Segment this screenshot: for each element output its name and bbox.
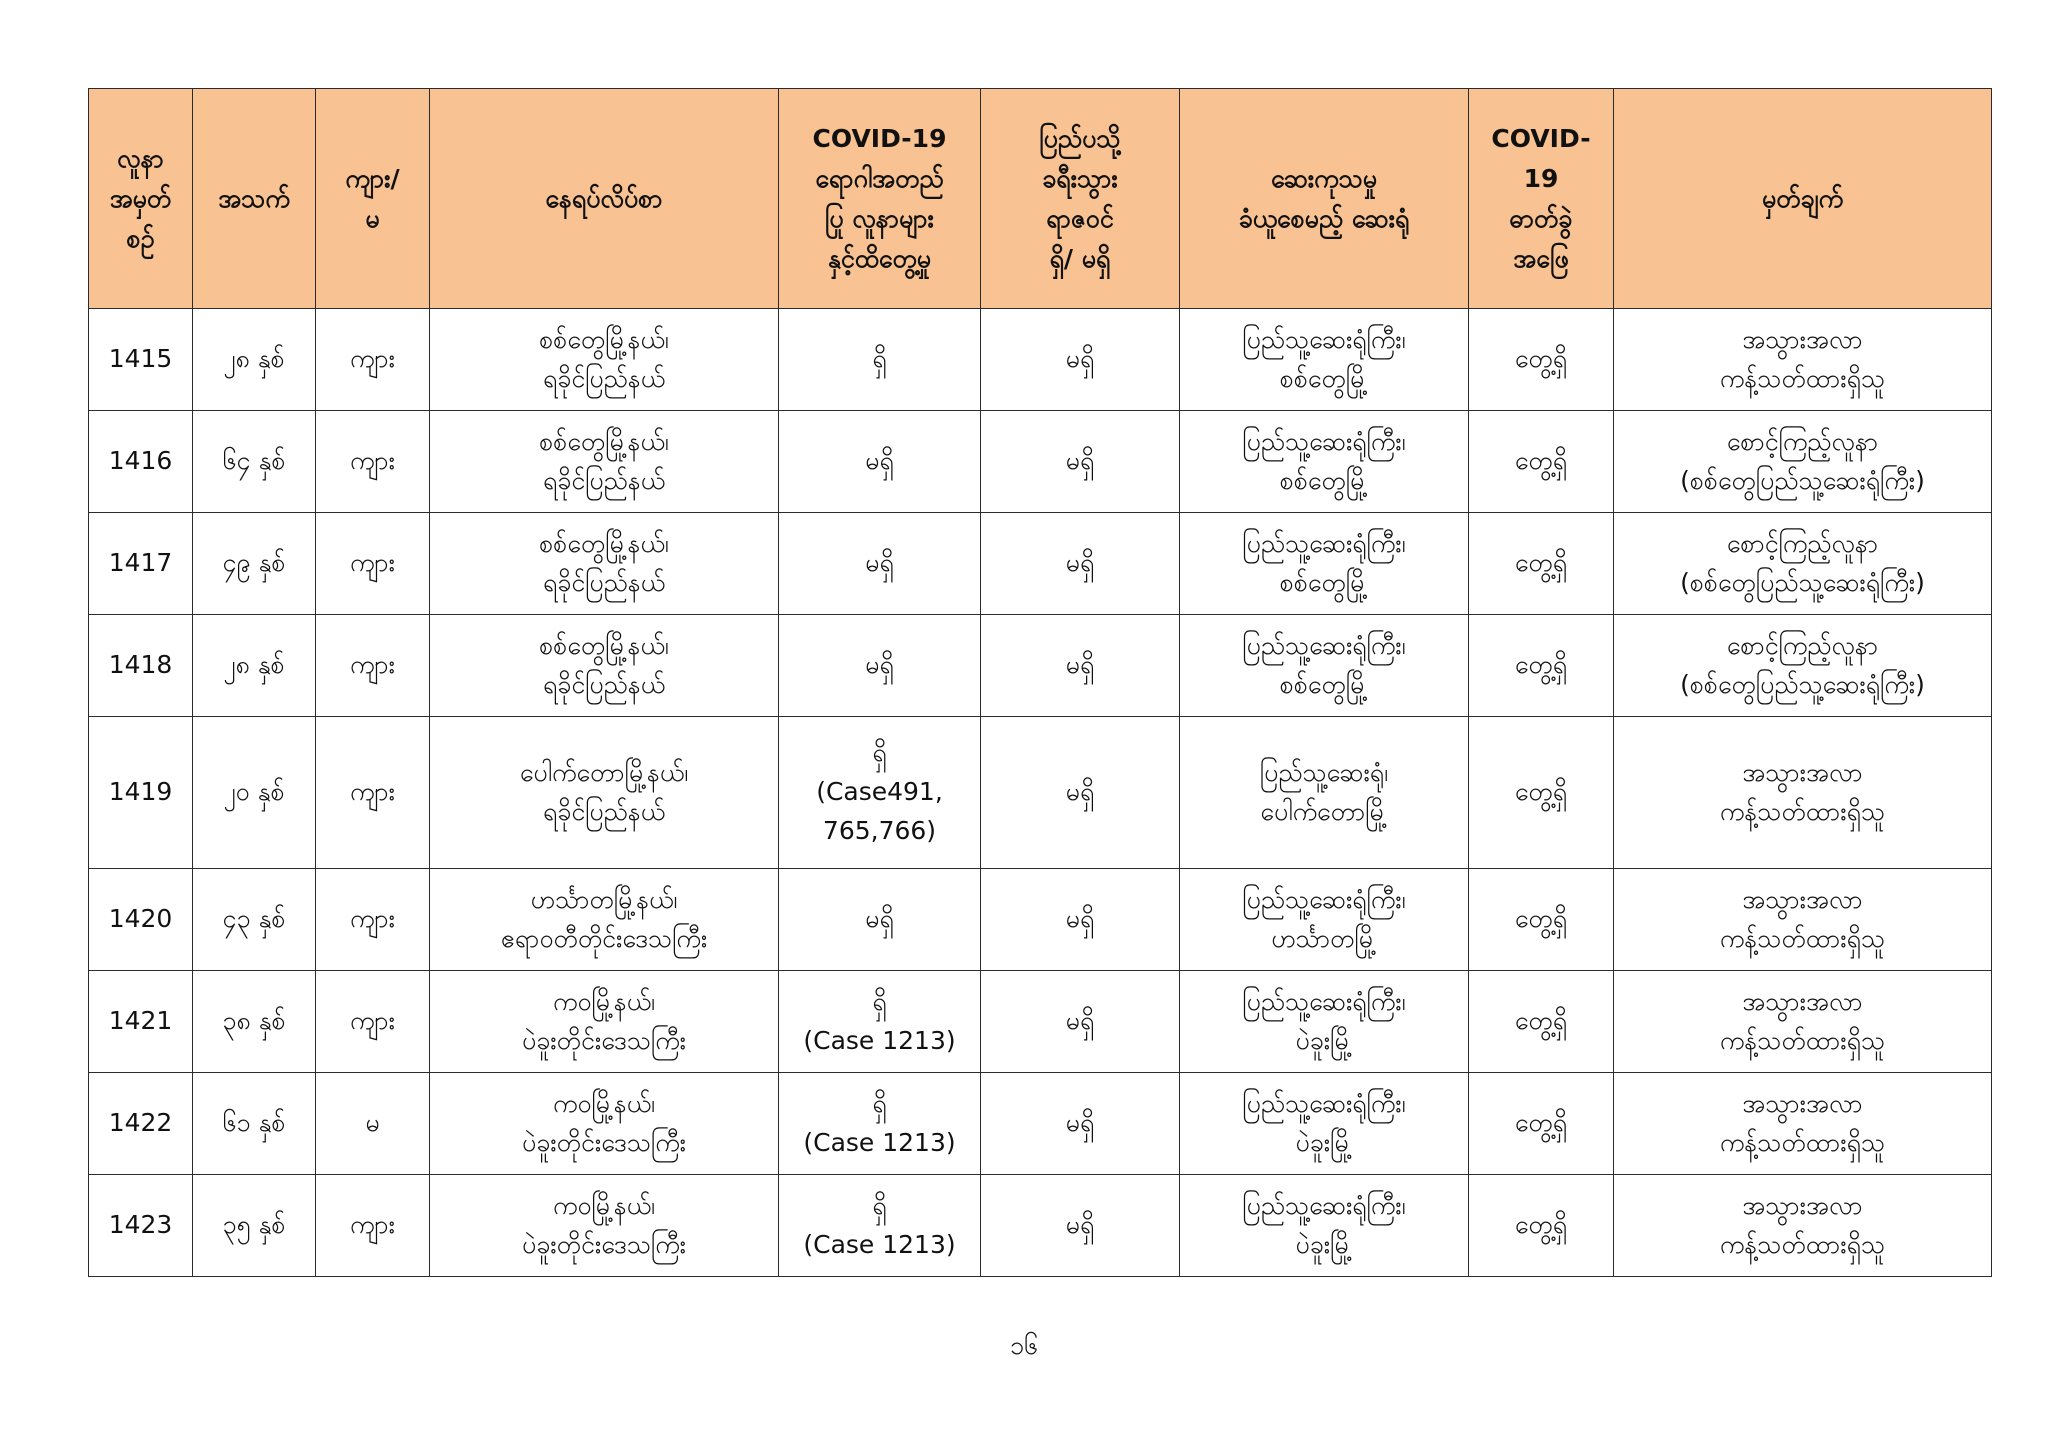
cell-sex: ကျား bbox=[316, 615, 430, 717]
cell-case-no: 1423 bbox=[89, 1175, 193, 1277]
cell-travel: မရှိ bbox=[981, 1175, 1180, 1277]
cell-sex: ကျား bbox=[316, 513, 430, 615]
cell-age: ၃၅ နှစ် bbox=[193, 1175, 316, 1277]
cell-remark: စောင့်ကြည့်လူနာ (စစ်တွေပြည်သူ့ဆေးရုံကြီး) bbox=[1614, 411, 1992, 513]
header-age: အသက် bbox=[193, 89, 316, 309]
cell-age: ၂၈ နှစ် bbox=[193, 615, 316, 717]
cell-hospital: ပြည်သူ့ဆေးရုံကြီး၊ စစ်တွေမြို့ bbox=[1180, 411, 1469, 513]
cell-remark: အသွားအလာ ကန့်သတ်ထားရှိသူ bbox=[1614, 869, 1992, 971]
table-row bbox=[89, 513, 1992, 615]
cell-case-no: 1415 bbox=[89, 309, 193, 411]
cell-hospital: ပြည်သူ့ဆေးရုံကြီး၊ ဟင်္သာတမြို့ bbox=[1180, 869, 1469, 971]
cell-travel: မရှိ bbox=[981, 513, 1180, 615]
cell-age: ၆၁ နှစ် bbox=[193, 1073, 316, 1175]
cell-case-no: 1421 bbox=[89, 971, 193, 1073]
page-number: ၁၆ bbox=[1009, 1331, 1039, 1360]
table-row bbox=[89, 1073, 1992, 1175]
cell-travel: မရှိ bbox=[981, 971, 1180, 1073]
header-hospital: ဆေးကုသမှု ခံယူစေမည့် ဆေးရုံ bbox=[1180, 89, 1469, 309]
cell-result: တွေ့ရှိ bbox=[1469, 1175, 1614, 1277]
cell-case-no: 1419 bbox=[89, 717, 193, 869]
cell-case-no: 1422 bbox=[89, 1073, 193, 1175]
cell-contact: ရှိ (Case 1213) bbox=[779, 971, 981, 1073]
cell-remark: စောင့်ကြည့်လူနာ (စစ်တွေပြည်သူ့ဆေးရုံကြီး) bbox=[1614, 513, 1992, 615]
header-address: နေရပ်လိပ်စာ bbox=[430, 89, 779, 309]
cell-sex: မ bbox=[316, 1073, 430, 1175]
cell-sex: ကျား bbox=[316, 971, 430, 1073]
cell-sex: ကျား bbox=[316, 411, 430, 513]
cell-contact: ရှိ (Case 1213) bbox=[779, 1175, 981, 1277]
cell-address: ပေါက်တောမြို့နယ်၊ ရခိုင်ပြည်နယ် bbox=[430, 717, 779, 869]
cell-result: တွေ့ရှိ bbox=[1469, 971, 1614, 1073]
cell-result: တွေ့ရှိ bbox=[1469, 615, 1614, 717]
header-case-no: လူနာ အမှတ် စဉ် bbox=[89, 89, 193, 309]
cell-sex: ကျား bbox=[316, 309, 430, 411]
cell-age: ၂၀ နှစ် bbox=[193, 717, 316, 869]
cell-address: စစ်တွေမြို့နယ်၊ ရခိုင်ပြည်နယ် bbox=[430, 513, 779, 615]
case-table bbox=[88, 88, 1992, 1277]
cell-result: တွေ့ရှိ bbox=[1469, 717, 1614, 869]
header-sex: ကျား/ မ bbox=[316, 89, 430, 309]
cell-address: စစ်တွေမြို့နယ်၊ ရခိုင်ပြည်နယ် bbox=[430, 411, 779, 513]
cell-contact: ရှိ (Case 1213) bbox=[779, 1073, 981, 1175]
cell-remark: အသွားအလာ ကန့်သတ်ထားရှိသူ bbox=[1614, 971, 1992, 1073]
table-row bbox=[89, 971, 1992, 1073]
table-row bbox=[89, 1175, 1992, 1277]
cell-contact: ရှိ bbox=[779, 309, 981, 411]
cell-remark: အသွားအလာ ကန့်သတ်ထားရှိသူ bbox=[1614, 1073, 1992, 1175]
header-remark: မှတ်ချက် bbox=[1614, 89, 1992, 309]
cell-case-no: 1417 bbox=[89, 513, 193, 615]
cell-hospital: ပြည်သူ့ဆေးရုံကြီး၊ စစ်တွေမြို့ bbox=[1180, 513, 1469, 615]
table-row bbox=[89, 869, 1992, 971]
cell-sex: ကျား bbox=[316, 717, 430, 869]
cell-travel: မရှိ bbox=[981, 869, 1180, 971]
header-travel: ပြည်ပသို့ ခရီးသွား ရာဇဝင် ရှိ/ မရှိ bbox=[981, 89, 1180, 309]
cell-result: တွေ့ရှိ bbox=[1469, 869, 1614, 971]
cell-address: စစ်တွေမြို့နယ်၊ ရခိုင်ပြည်နယ် bbox=[430, 309, 779, 411]
cell-case-no: 1418 bbox=[89, 615, 193, 717]
cell-remark: အသွားအလာ ကန့်သတ်ထားရှိသူ bbox=[1614, 1175, 1992, 1277]
cell-age: ၆၄ နှစ် bbox=[193, 411, 316, 513]
cell-remark: အသွားအလာ ကန့်သတ်ထားရှိသူ bbox=[1614, 309, 1992, 411]
table-row bbox=[89, 411, 1992, 513]
cell-hospital: ပြည်သူ့ဆေးရုံကြီး၊ စစ်တွေမြို့ bbox=[1180, 309, 1469, 411]
cell-case-no: 1420 bbox=[89, 869, 193, 971]
cell-result: တွေ့ရှိ bbox=[1469, 513, 1614, 615]
cell-age: ၄၉ နှစ် bbox=[193, 513, 316, 615]
cell-remark: စောင့်ကြည့်လူနာ (စစ်တွေပြည်သူ့ဆေးရုံကြီး) bbox=[1614, 615, 1992, 717]
cell-sex: ကျား bbox=[316, 869, 430, 971]
cell-travel: မရှိ bbox=[981, 309, 1180, 411]
cell-result: တွေ့ရှိ bbox=[1469, 309, 1614, 411]
cell-age: ၂၈ နှစ် bbox=[193, 309, 316, 411]
cell-hospital: ပြည်သူ့ဆေးရုံကြီး၊ ပဲခူးမြို့ bbox=[1180, 1073, 1469, 1175]
cell-travel: မရှိ bbox=[981, 615, 1180, 717]
header-contact: COVID-19 ရောဂါအတည် ပြု လူနာများ နှင့်ထိတွေ့မှု bbox=[779, 89, 981, 309]
cell-address: ကဝမြို့နယ်၊ ပဲခူးတိုင်းဒေသကြီး bbox=[430, 1073, 779, 1175]
table-row bbox=[89, 309, 1992, 411]
cell-remark: အသွားအလာ ကန့်သတ်ထားရှိသူ bbox=[1614, 717, 1992, 869]
cell-contact: မရှိ bbox=[779, 513, 981, 615]
header-row bbox=[89, 89, 1992, 309]
cell-age: ၄၃ နှစ် bbox=[193, 869, 316, 971]
cell-travel: မရှိ bbox=[981, 411, 1180, 513]
table-row bbox=[89, 717, 1992, 869]
cell-address: ဟင်္သာတမြို့နယ်၊ ဧရာဝတီတိုင်းဒေသကြီး bbox=[430, 869, 779, 971]
cell-age: ၃၈ နှစ် bbox=[193, 971, 316, 1073]
cell-hospital: ပြည်သူ့ဆေးရုံ၊ ပေါက်တောမြို့ bbox=[1180, 717, 1469, 869]
cell-address: ကဝမြို့နယ်၊ ပဲခူးတိုင်းဒေသကြီး bbox=[430, 1175, 779, 1277]
cell-address: စစ်တွေမြို့နယ်၊ ရခိုင်ပြည်နယ် bbox=[430, 615, 779, 717]
cell-travel: မရှိ bbox=[981, 1073, 1180, 1175]
cell-hospital: ပြည်သူ့ဆေးရုံကြီး၊ ပဲခူးမြို့ bbox=[1180, 971, 1469, 1073]
cell-contact: မရှိ bbox=[779, 869, 981, 971]
cell-contact: ရှိ (Case491, 765,766) bbox=[779, 717, 981, 869]
cell-result: တွေ့ရှိ bbox=[1469, 411, 1614, 513]
cell-travel: မရှိ bbox=[981, 717, 1180, 869]
cell-contact: မရှိ bbox=[779, 411, 981, 513]
cell-sex: ကျား bbox=[316, 1175, 430, 1277]
cell-address: ကဝမြို့နယ်၊ ပဲခူးတိုင်းဒေသကြီး bbox=[430, 971, 779, 1073]
cell-hospital: ပြည်သူ့ဆေးရုံကြီး၊ စစ်တွေမြို့ bbox=[1180, 615, 1469, 717]
header-result: COVID- 19 ဓာတ်ခွဲ အဖြေ bbox=[1469, 89, 1614, 309]
table-row bbox=[89, 615, 1992, 717]
cell-contact: မရှိ bbox=[779, 615, 981, 717]
cell-hospital: ပြည်သူ့ဆေးရုံကြီး၊ ပဲခူးမြို့ bbox=[1180, 1175, 1469, 1277]
cell-result: တွေ့ရှိ bbox=[1469, 1073, 1614, 1175]
cell-case-no: 1416 bbox=[89, 411, 193, 513]
